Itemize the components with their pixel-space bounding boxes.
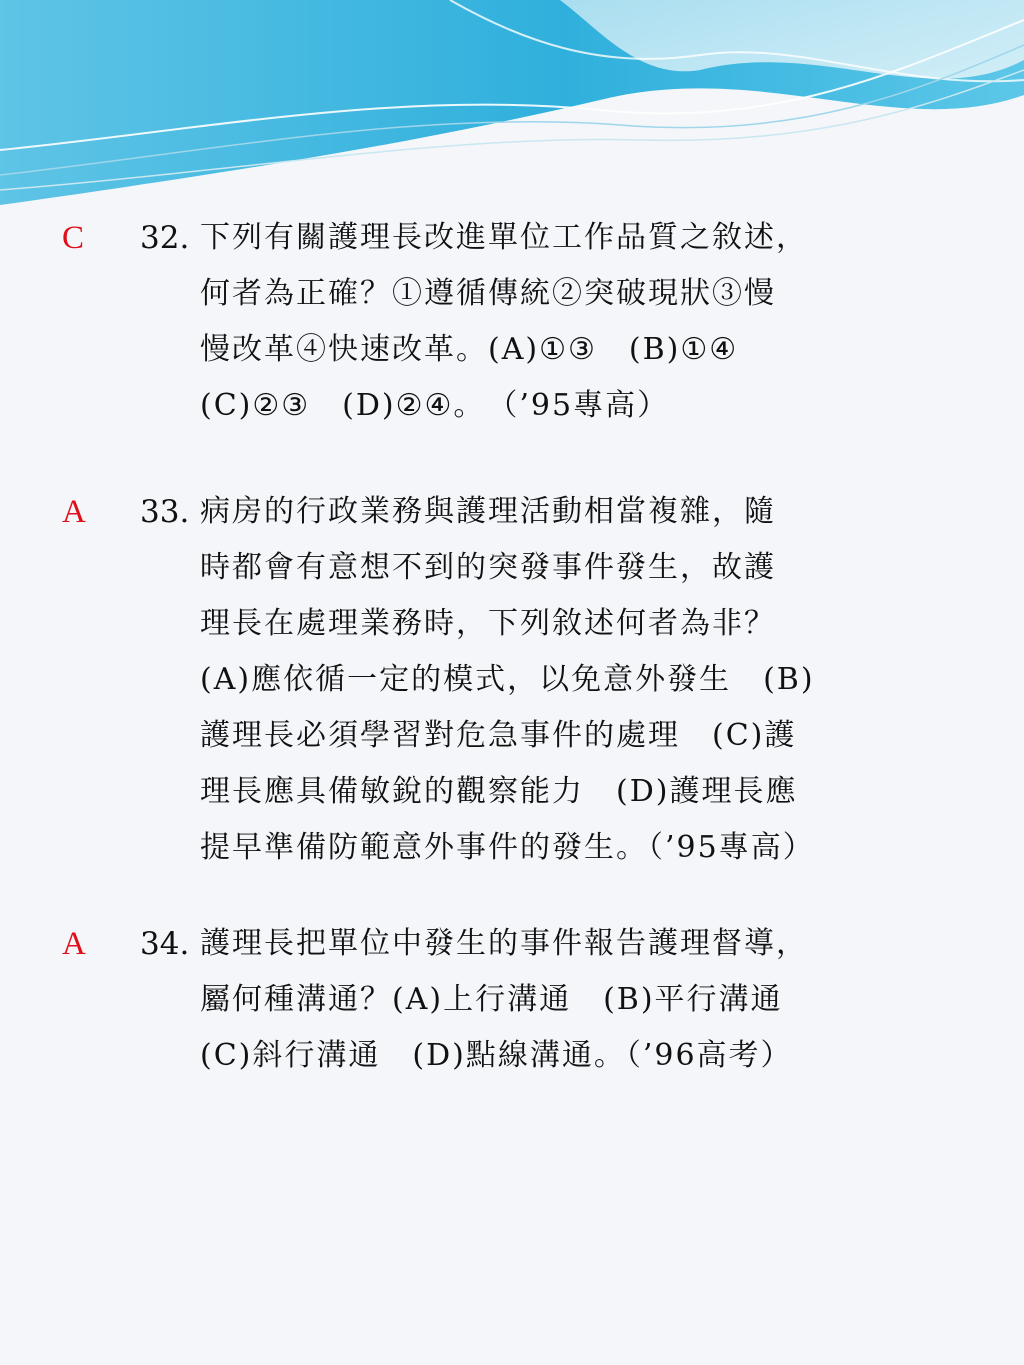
question-text-line: 病房的行政業務與護理活動相當複雜，隨 <box>200 494 776 529</box>
question-text-line: (C)②③ (D)②④。 （’95專高） <box>200 388 670 423</box>
question-text-line: 慢改革④快速改革。(A)①③ (B)①④ <box>200 332 739 367</box>
question-text-line: 護理長把單位中發生的事件報告護理督導， <box>200 926 808 961</box>
header-wave-decoration <box>0 0 1024 230</box>
answer-key: A <box>62 494 86 530</box>
question-number: 32. <box>140 220 190 256</box>
question-text-line: 理長應具備敏銳的觀察能力 (D)護理長應 <box>200 774 798 809</box>
question-text-line: 下列有關護理長改進單位工作品質之敘述， <box>200 220 808 255</box>
question-text-line: 何者為正確？①遵循傳統②突破現狀③慢 <box>200 276 776 311</box>
question-text-line: 理長在處理業務時，下列敘述何者為非？ <box>200 606 776 641</box>
question-text-line: 提早準備防範意外事件的發生。（’95專高） <box>200 830 815 865</box>
question-number: 34. <box>140 926 190 962</box>
question-text-line: 屬何種溝通？(A)上行溝通 (B)平行溝通 <box>200 982 783 1017</box>
answer-key: C <box>62 220 85 256</box>
question-text-line: 護理長必須學習對危急事件的處理 (C)護 <box>200 718 797 753</box>
question-text-line: (C)斜行溝通 (D)點線溝通。（’96高考） <box>200 1038 793 1073</box>
question-number: 33. <box>140 494 190 530</box>
answer-key: A <box>62 926 86 962</box>
question-text-line: (A)應依循一定的模式，以免意外發生 (B) <box>200 662 815 697</box>
question-text-line: 時都會有意想不到的突發事件發生，故護 <box>200 550 776 585</box>
